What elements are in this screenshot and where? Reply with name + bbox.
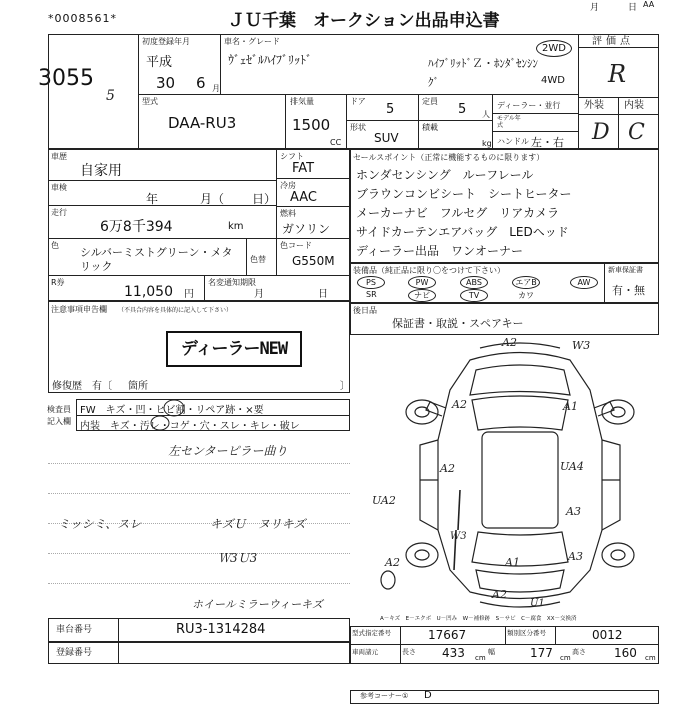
- interior-grade: C: [628, 120, 645, 145]
- damage-mark: UA2: [372, 494, 396, 507]
- selling-points-label: セールスポイント（正常に機能するものに限ります）: [353, 153, 545, 162]
- color-name: シルバーミストグリーン・メタリック: [80, 246, 233, 273]
- color-change-label: 色替: [250, 255, 266, 264]
- capacity: 5: [458, 102, 467, 117]
- inspector-row-interior: 内装 キズ・汚レ・コゲ・穴・スレ・キレ・破レ: [80, 421, 300, 432]
- damage-mark: UA4: [560, 460, 584, 473]
- model-year-label: モデル年式: [497, 115, 521, 129]
- displacement: 1500: [292, 116, 331, 134]
- class-number: 0012: [592, 628, 623, 642]
- inspection-day: 日）: [252, 192, 277, 206]
- vehicle-name: ｳﾞｪｾﾞﾙﾊｲﾌﾞﾘｯﾄﾞ: [228, 53, 313, 67]
- width-value: 177: [530, 646, 553, 660]
- ac-type: AAC: [290, 190, 317, 205]
- equip-leather: カワ: [518, 291, 534, 300]
- registration-era: 平成: [146, 55, 173, 70]
- equip-pw: PW: [408, 276, 436, 289]
- deadline-month: 月: [254, 289, 264, 300]
- fuel-label: 燃料: [280, 209, 296, 218]
- inspector-circles: [76, 399, 350, 431]
- class-label: 類別区分番号: [507, 629, 546, 637]
- dimension-label: 車両諸元: [352, 648, 378, 656]
- r-ticket-amount: 11,050: [124, 284, 173, 300]
- selling-point-line: ブラウンコンビシート シートヒーター: [356, 187, 572, 201]
- selling-point-line: ディーラー出品 ワンオーナー: [356, 244, 524, 258]
- drive-4wd: 4WD: [541, 75, 565, 86]
- selling-point-line: メーカーナビ フルセグ リアカメラ: [356, 206, 560, 220]
- height-value: 160: [614, 646, 637, 660]
- color-code-label: 色コード: [280, 241, 312, 250]
- chassis-label: 車台番号: [56, 625, 93, 635]
- header-code: AA: [643, 0, 655, 9]
- mileage-label: 走行: [51, 208, 67, 217]
- post-delivery-items: 保証書・取説・スペアキー: [392, 317, 524, 330]
- equipment-label: 装備品（純正品に限り〇をつけて下さい）: [353, 266, 505, 275]
- new-car-warranty-label: 新車保証書: [608, 266, 643, 274]
- damage-mark: A2: [492, 588, 507, 601]
- selling-point-line: サイドカーテンエアバッグ LEDヘッド: [356, 225, 569, 239]
- damage-mark: A1: [505, 556, 520, 569]
- repair-spot-label: 箇所: [128, 381, 148, 392]
- inspection-label: 車検: [51, 183, 67, 192]
- damage-mark: A2: [452, 398, 467, 411]
- fuel-type: ガソリン: [282, 222, 331, 236]
- exhibit-corner-value: D: [424, 690, 432, 701]
- door-label: ドア: [350, 97, 366, 106]
- score-value: R: [608, 60, 627, 88]
- registration-label: 初度登録年月: [142, 37, 190, 46]
- r-ticket-yen: 円: [184, 289, 194, 300]
- damage-legend: A－キズ E－エクボ U－凹み W－補修跡 S－サビ C－腐食 XX－交換済: [380, 616, 577, 622]
- exhibit-corner-label: 参考コーナー①: [360, 692, 409, 700]
- body-shape: SUV: [374, 131, 399, 145]
- handwritten-note: Ｗ3Ｕ3: [218, 551, 258, 565]
- length-unit: cm: [475, 654, 486, 662]
- damage-mark: A3: [568, 550, 583, 563]
- lot-number: 3055: [38, 66, 94, 91]
- width-unit: cm: [560, 654, 571, 662]
- damage-diagram: [380, 330, 660, 620]
- header-month: 月: [590, 3, 600, 13]
- inspector-row-exterior: FW キズ・凹・ヒビ割・リペア跡・×要: [80, 405, 264, 416]
- inspection-month: 月（: [200, 192, 225, 206]
- header-day: 日: [628, 3, 638, 13]
- shift-label: シフト: [280, 152, 304, 161]
- equip-aw: AW: [570, 276, 598, 289]
- inspector-label-2: 記入欄: [47, 417, 71, 426]
- shape-label: 形状: [350, 123, 366, 132]
- r-ticket-label: R券: [51, 278, 65, 287]
- person-unit: 人: [482, 110, 490, 119]
- serial-barcode-number: *0008561*: [48, 12, 117, 25]
- equip-sr: SR: [366, 290, 377, 299]
- inspection-year: 年: [146, 192, 159, 206]
- selling-point-line: ホンダセンシング ルーフレール: [356, 168, 534, 182]
- registration-row: [48, 642, 350, 664]
- load-label: 積載: [422, 123, 438, 132]
- damage-mark: A2: [385, 556, 400, 569]
- score-label: 評価点: [592, 36, 634, 47]
- handwritten-note: ホイールミラーウィーキズ: [192, 598, 323, 611]
- damage-mark: W3: [572, 339, 591, 352]
- doors: 5: [386, 102, 395, 117]
- handwritten-note: 左センターピラー曲り: [168, 444, 288, 458]
- model-code: DAA-RU3: [168, 114, 237, 132]
- repair-close: 〕: [340, 381, 350, 392]
- length-value: 433: [442, 646, 465, 660]
- km-unit: km: [228, 221, 244, 232]
- length-label: 長さ: [402, 648, 416, 656]
- dealer-label: ディーラー・並行: [497, 101, 561, 110]
- damage-mark: W3: [450, 531, 467, 542]
- equip-ps: PS: [357, 276, 385, 289]
- shift-type: FAT: [292, 161, 315, 176]
- handle-side: 左・右: [531, 136, 564, 149]
- handwritten-note: キズＵ ヌリキズ: [210, 517, 306, 531]
- drive-2wd: 2WD: [536, 40, 572, 57]
- interior-label: 内装: [624, 100, 644, 111]
- height-label: 高さ: [572, 648, 586, 656]
- equip-abs: ABS: [460, 276, 488, 289]
- color-code: G550M: [292, 254, 335, 268]
- displacement-label: 排気量: [290, 97, 314, 106]
- deadline-label: 名変通知期限: [208, 278, 256, 287]
- vehicle-grade: ﾊｲﾌﾞﾘｯﾄﾞＺ・ﾎﾝﾀﾞｾﾝｼﾝｸﾞ: [428, 57, 538, 89]
- notes-label: 注意事項申告欄: [51, 305, 107, 314]
- registration-month: 6: [196, 74, 206, 92]
- model-label: 型式: [142, 97, 158, 106]
- registration-year: 30: [156, 74, 176, 92]
- mileage: 6万8千394: [100, 219, 173, 235]
- capacity-label: 定員: [422, 97, 438, 106]
- exterior-label: 外装: [584, 100, 604, 111]
- reg-number-label: 登録番号: [56, 648, 93, 658]
- inspector-label-1: 検査員: [47, 405, 71, 414]
- history-label: 車歴: [51, 152, 67, 161]
- vehicle-name-label: 車名・グレード: [224, 37, 280, 46]
- handwritten-note: ミッシミ、スレ: [58, 517, 142, 531]
- height-unit: cm: [645, 654, 656, 662]
- registration-month-unit: 月: [212, 84, 220, 93]
- damage-mark: A1: [563, 400, 578, 413]
- damage-mark: A2: [440, 462, 455, 475]
- ac-label: 冷房: [280, 181, 296, 190]
- type-spec-number: 17667: [428, 628, 467, 642]
- lot-suffix: 5: [106, 88, 115, 104]
- deadline-day: 日: [318, 289, 328, 300]
- equip-airbag: エアB: [512, 276, 540, 289]
- post-delivery-label: 後日品: [353, 306, 377, 315]
- cc-unit: CC: [330, 138, 342, 147]
- equip-navi: ナビ: [408, 289, 436, 302]
- width-label: 幅: [488, 648, 495, 656]
- notes-sub-label: （不具合内容を具体的に記入して下さい）: [118, 307, 233, 314]
- history-value: 自家用: [80, 163, 122, 179]
- handle-label: ハンドル: [497, 137, 529, 146]
- type-spec-label: 型式指定番号: [352, 629, 391, 637]
- damage-mark: U1: [530, 598, 545, 609]
- color-label: 色: [51, 241, 59, 250]
- chassis-number: RU3-1314284: [176, 622, 266, 637]
- exterior-grade: D: [592, 120, 610, 145]
- repair-history-label: 修復歴 有〔: [52, 381, 112, 392]
- dealer-new-stamp: ディーラーNEW: [166, 331, 302, 367]
- new-car-warranty-value: 有・無: [612, 284, 645, 297]
- kg-unit: kg: [482, 139, 492, 148]
- damage-mark: A3: [566, 505, 581, 518]
- form-title: ＪＵ千葉 オークション出品申込書: [228, 11, 500, 31]
- equip-tv: TV: [460, 289, 488, 302]
- damage-mark: A2: [502, 336, 517, 349]
